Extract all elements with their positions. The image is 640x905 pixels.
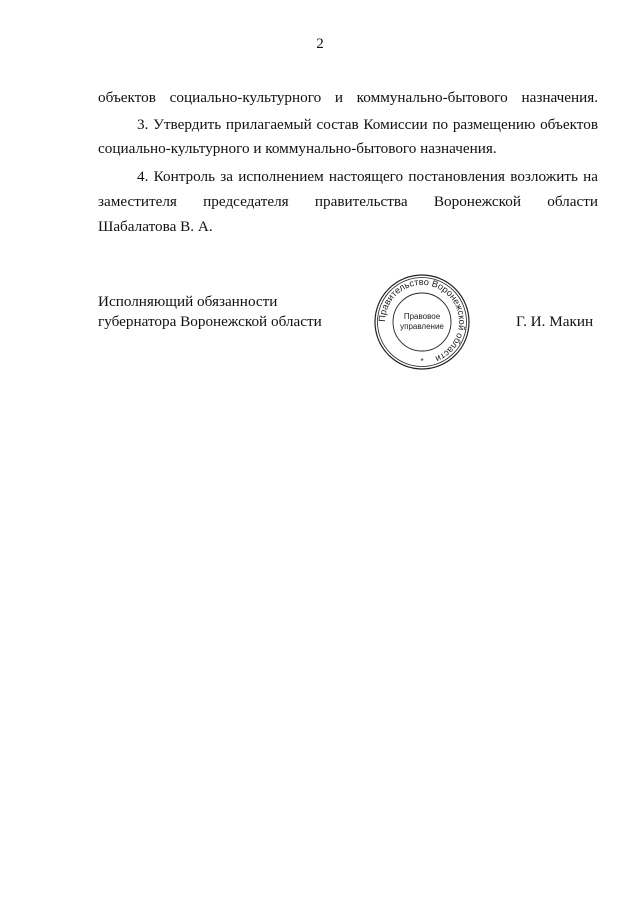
- page-number: 2: [316, 36, 324, 52]
- signatory-title-line-2: губернатора Воронежской области: [98, 313, 322, 330]
- paragraph-continuation: объектов социально-культурного и коммунально-бытового назначения.: [98, 89, 598, 106]
- paragraph-4-line-2: заместителя председателя правительства Воронежской области: [98, 193, 598, 210]
- paragraph-4-line-1: 4. Контроль за исполнением настоящего постановления возложить на: [137, 168, 598, 185]
- signatory-title: [98, 292, 322, 332]
- seal-star: *: [420, 357, 424, 366]
- seal-center-line-1: Правовое: [403, 312, 441, 321]
- official-seal: [372, 272, 472, 372]
- signatory-name: Г. И. Макин: [516, 313, 594, 330]
- seal-ring-text: Правительство Воронежской области: [376, 276, 468, 365]
- paragraph-3-line-2: социально-культурного и коммунально-бытового назначения.: [98, 140, 497, 157]
- paragraph-4-line-3: Шабалатова В. А.: [98, 218, 213, 235]
- signatory-title-line-1: Исполняющий обязанности: [98, 293, 278, 310]
- seal-center-line-2: управление: [400, 322, 444, 331]
- paragraph-3-line-1: 3. Утвердить прилагаемый состав Комиссии по размещению объектов: [137, 116, 598, 133]
